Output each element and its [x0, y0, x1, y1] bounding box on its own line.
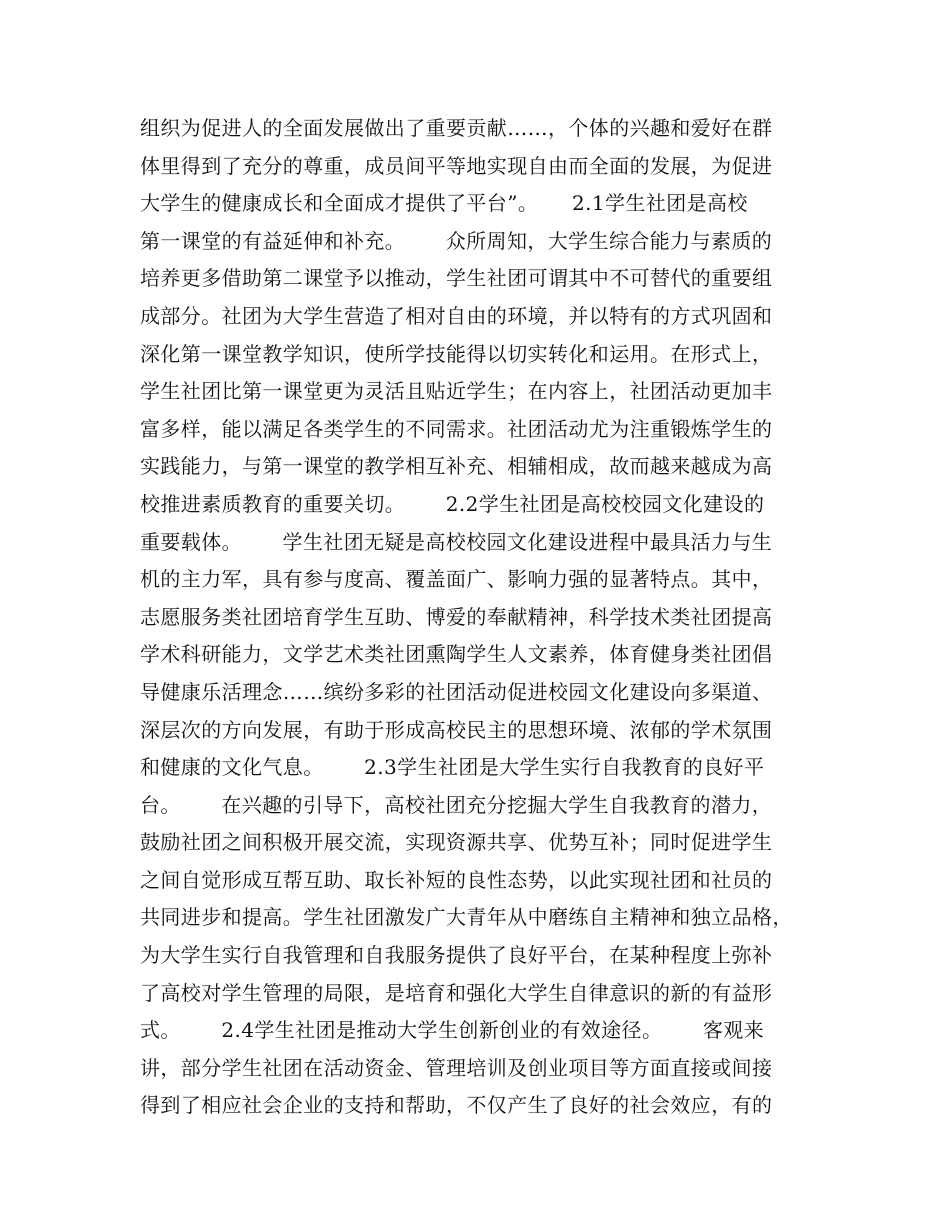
text-line: 志愿服务类社团培育学生互助、博爱的奉献精神，科学技术类社团提高: [140, 604, 773, 629]
text-line: 机的主力军，具有参与度高、覆盖面广、影响力强的显著特点。其中，: [140, 567, 773, 592]
text-line: 深化第一课堂教学知识，使所学技能得以切实转化和运用。在形式上，: [140, 341, 773, 366]
text-line: 培养更多借助第二课堂予以推动，学生社团可谓其中不可替代的重要组: [140, 266, 773, 291]
text-line: 成部分。社团为大学生营造了相对自由的环境，并以特有的方式巩固和: [140, 303, 773, 328]
text-line: 导健康乐活理念……缤纷多彩的社团活动促进校园文化建设向多渠道、: [140, 679, 773, 704]
text-line: 得到了相应社会企业的支持和帮助，不仅产生了良好的社会效应，有的: [140, 1093, 773, 1118]
text-line: 重要载体。 学生社团无疑是高校校园文化建设进程中最具活力与生: [140, 529, 773, 554]
text-line: 鼓励社团之间积极开展交流，实现资源共享、优势互补；同时促进学生: [140, 830, 773, 855]
text-line: 实践能力，与第一课堂的教学相互补充、相辅相成，故而越来越成为高: [140, 454, 773, 479]
text-line: 学生社团比第一课堂更为灵活且贴近学生；在内容上，社团活动更加丰: [140, 379, 773, 404]
text-line: 大学生的健康成长和全面成才提供了平台”。 2.1学生社团是高校: [140, 191, 748, 216]
text-line: 富多样，能以满足各类学生的不同需求。社团活动尤为注重锻炼学生的: [140, 416, 773, 441]
text-line: 了高校对学生管理的局限，是培育和强化大学生自律意识的新的有益形: [140, 980, 773, 1005]
text-line: 体里得到了充分的尊重，成员间平等地实现自由而全面的发展，为促进: [140, 153, 773, 178]
text-line: 之间自觉形成互帮互助、取长补短的良性态势，以此实现社团和社员的: [140, 867, 773, 892]
text-line: 学术科研能力，文学艺术类社团熏陶学生人文素养，体育健身类社团倡: [140, 642, 773, 667]
text-line: 校推进素质教育的重要关切。 2.2学生社团是高校校园文化建设的: [140, 491, 765, 516]
text-line: 共同进步和提高。学生社团激发广大青年从中磨练自主精神和独立品格，: [140, 905, 793, 930]
text-line: 讲，部分学生社团在活动资金、管理培训及创业项目等方面直接或间接: [140, 1055, 773, 1080]
text-line: 和健康的文化气息。 2.3学生社团是大学生实行自我教育的良好平: [140, 755, 765, 780]
text-line: 台。 在兴趣的引导下，高校社团充分挖掘大学生自我教育的潜力，: [140, 792, 773, 817]
text-line: 组织为促进人的全面发展做出了重要贡献……，个体的兴趣和爱好在群: [140, 116, 773, 140]
text-line: 深层次的方向发展，有助于形成高校民主的思想环境、浓郁的学术氛围: [140, 717, 773, 742]
text-line: 第一课堂的有益延伸和补充。 众所周知，大学生综合能力与素质的: [140, 228, 773, 253]
text-line: 式。 2.4学生社团是推动大学生创新创业的有效途径。 客观来: [140, 1018, 765, 1043]
body-text: [140, 110, 830, 1125]
text-line: 为大学生实行自我管理和自我服务提供了良好平台，在某种程度上弥补: [140, 943, 773, 968]
